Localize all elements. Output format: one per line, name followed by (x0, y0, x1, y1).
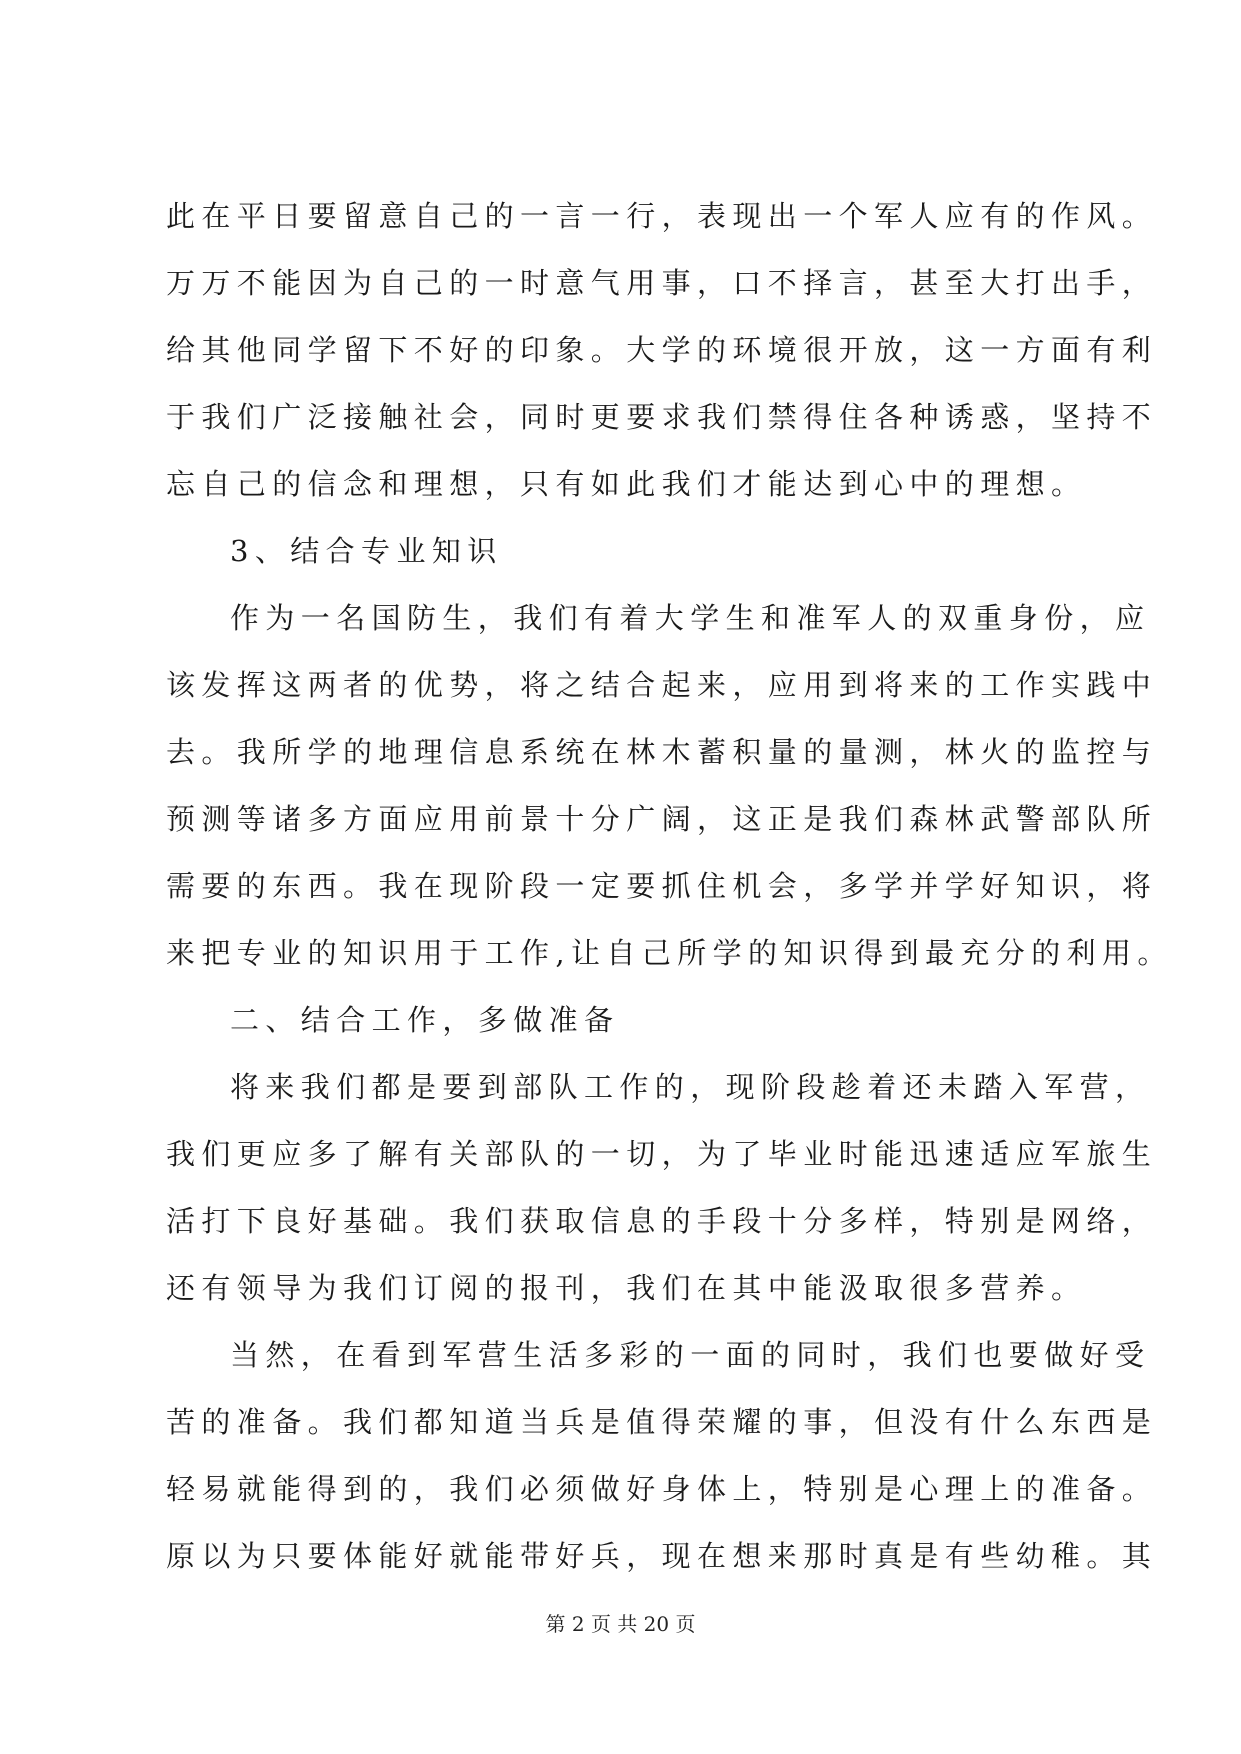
text-line: 苦的准备。我们都知道当兵是值得荣耀的事，但没有什么东西是 (166, 1405, 1158, 1439)
text-line: 此在平日要留意自己的一言一行，表现出一个军人应有的作风。 (166, 199, 1158, 233)
text-line: 活打下良好基础。我们获取信息的手段十分多样，特别是网络， (166, 1204, 1158, 1238)
text-line: 万万不能因为自己的一时意气用事，口不择言，甚至大打出手， (166, 266, 1158, 300)
text-line: 预测等诸多方面应用前景十分广阔，这正是我们森林武警部队所 (166, 802, 1158, 836)
text-line: 来把专业的知识用于工作,让自己所学的知识得到最充分的利用。 (166, 936, 1173, 970)
text-line: 我们更应多了解有关部队的一切，为了毕业时能迅速适应军旅生 (166, 1137, 1158, 1171)
text-line: 给其他同学留下不好的印象。大学的环境很开放，这一方面有利 (166, 333, 1158, 367)
text-line: 忘自己的信念和理想，只有如此我们才能达到心中的理想。 (166, 467, 1087, 501)
text-line: 将来我们都是要到部队工作的，现阶段趁着还未踏入军营， (230, 1070, 1151, 1104)
section-heading: 二、结合工作，多做准备 (230, 1003, 620, 1037)
section-heading: 3、结合专业知识 (230, 534, 503, 568)
text-line: 去。我所学的地理信息系统在林木蓄积量的量测，林火的监控与 (166, 735, 1158, 769)
text-line: 原以为只要体能好就能带好兵，现在想来那时真是有些幼稚。其 (166, 1539, 1158, 1573)
text-line: 轻易就能得到的，我们必须做好身体上，特别是心理上的准备。 (166, 1472, 1158, 1506)
page-number-footer: 第 2 页 共 20 页 (545, 1612, 696, 1636)
text-line: 当然，在看到军营生活多彩的一面的同时，我们也要做好受 (230, 1338, 1151, 1372)
text-line: 作为一名国防生，我们有着大学生和准军人的双重身份，应 (230, 601, 1151, 635)
text-line: 需要的东西。我在现阶段一定要抓住机会，多学并学好知识，将 (166, 869, 1158, 903)
text-line: 还有领导为我们订阅的报刊，我们在其中能汲取很多营养。 (166, 1271, 1087, 1305)
text-line: 该发挥这两者的优势，将之结合起来，应用到将来的工作实践中 (166, 668, 1158, 702)
text-line: 于我们广泛接触社会，同时更要求我们禁得住各种诱惑，坚持不 (166, 400, 1158, 434)
